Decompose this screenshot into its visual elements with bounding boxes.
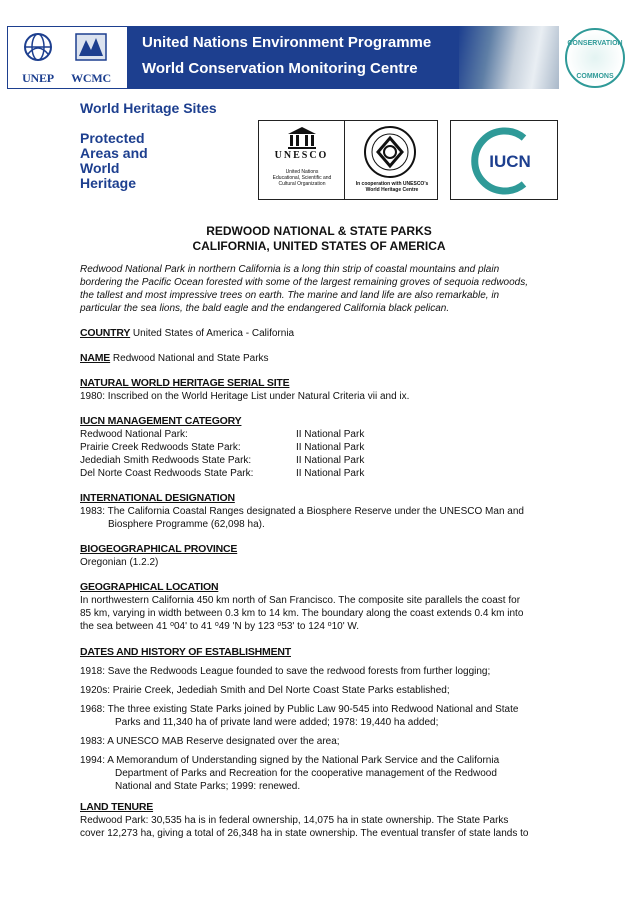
table-row bbox=[80, 441, 380, 454]
coord-part: 49 'N by 123 bbox=[218, 621, 275, 632]
intl-designation-line: Biosphere Programme (62,098 ha). bbox=[108, 519, 265, 530]
history-section bbox=[80, 646, 561, 793]
history-line: 1920s: Prairie Creek, Jedediah Smith and Del Norte Coast State Parks established; bbox=[80, 685, 450, 696]
history-heading: DATES AND HISTORY OF ESTABLISHMENT bbox=[80, 646, 291, 658]
intl-designation-heading: INTERNATIONAL DESIGNATION bbox=[80, 492, 235, 504]
geo-location-line: In northwestern California 450 km north of San Francisco. The composite site parallels the coast for bbox=[80, 595, 521, 606]
unep-emblem-icon bbox=[18, 32, 58, 62]
table-row bbox=[80, 467, 380, 480]
protected-areas-line: Protected bbox=[80, 130, 145, 146]
unesco-logo-box bbox=[258, 120, 438, 200]
protected-areas-line: Heritage bbox=[80, 175, 137, 191]
wcmc-logo bbox=[66, 32, 116, 86]
intl-designation-line: 1983: The California Coastal Ranges designated a Biosphere Reserve under the UNESCO Man and bbox=[80, 506, 524, 517]
history-entry bbox=[80, 684, 561, 697]
document-body bbox=[80, 263, 561, 840]
whc-caption-line: In cooperation with UNESCO's bbox=[355, 181, 429, 187]
unesco-caption-line: Cultural Organization bbox=[278, 181, 326, 187]
glacier-photo bbox=[459, 26, 559, 89]
geo-location-line: 85 km, varying in width between 0.3 km to 14 km. The boundary along the coast extends 0.4 km into bbox=[80, 608, 524, 619]
banner-title-unep: United Nations Environment Programme bbox=[142, 34, 432, 51]
coord-part: 53' to 124 bbox=[281, 621, 325, 632]
unesco-caption bbox=[261, 169, 343, 187]
country-value: United States of America - California bbox=[132, 328, 295, 339]
degree-symbol: o bbox=[327, 621, 332, 628]
conservation-commons-logo bbox=[559, 26, 631, 89]
partner-logos bbox=[7, 26, 128, 89]
document-subtitle: CALIFORNIA, UNITED STATES OF AMERICA bbox=[192, 239, 446, 253]
unesco-caption-line: Educational, Scientific and bbox=[272, 175, 332, 181]
document-title: REDWOOD NATIONAL & STATE PARKS bbox=[206, 224, 432, 238]
serial-site-section bbox=[80, 377, 561, 403]
world-heritage-logo bbox=[346, 121, 438, 199]
iucn-wordmark: IUCN bbox=[489, 152, 531, 171]
header-banner bbox=[7, 26, 631, 89]
degree-symbol: o bbox=[277, 621, 282, 628]
conservation-seal-icon bbox=[565, 28, 625, 88]
name-heading: NAME bbox=[80, 352, 111, 364]
unesco-temple-icon bbox=[287, 126, 317, 150]
banner-title-wcmc: World Conservation Monitoring Centre bbox=[142, 60, 418, 77]
geo-location-text bbox=[80, 594, 561, 620]
geo-location-coordinates bbox=[80, 620, 561, 634]
world-heritage-sites-title: World Heritage Sites bbox=[80, 100, 217, 116]
intro-line: particular the sea lions, the bald eagle and the endangered California black pelican. bbox=[80, 303, 450, 314]
wcmc-label: WCMC bbox=[71, 71, 111, 85]
park-name: Del Norte Coast Redwoods State Park: bbox=[80, 468, 254, 479]
protected-areas-title bbox=[80, 131, 148, 191]
land-tenure-heading: LAND TENURE bbox=[80, 801, 154, 813]
country-section bbox=[80, 327, 561, 340]
history-entry bbox=[80, 665, 561, 678]
table-row bbox=[80, 454, 380, 467]
degree-symbol: o bbox=[170, 621, 174, 628]
intro-paragraph bbox=[80, 263, 561, 315]
park-category: II National Park bbox=[295, 455, 365, 466]
seal-text-top: CONSERVATION bbox=[567, 40, 623, 47]
protected-areas-line: Areas and bbox=[80, 145, 148, 161]
name-section bbox=[80, 352, 561, 365]
history-entry bbox=[80, 754, 561, 793]
history-line: 1918: Save the Redwoods League founded to save the redwood forests from further logging; bbox=[80, 666, 491, 677]
coord-part: 04' to 41 bbox=[173, 621, 213, 632]
biogeo-section bbox=[80, 543, 561, 569]
history-entry bbox=[80, 735, 561, 748]
history-line: Parks and 11,340 ha of private land were added; 1978: 19,440 ha added; bbox=[115, 717, 439, 728]
land-tenure-line: Redwood Park: 30,535 ha is in federal ownership, 14,075 ha in state ownership. The State Parks bbox=[80, 815, 509, 826]
protected-areas-line: World bbox=[80, 160, 120, 176]
iucn-category-heading: IUCN MANAGEMENT CATEGORY bbox=[80, 415, 242, 427]
country-heading: COUNTRY bbox=[80, 327, 131, 339]
table-row bbox=[80, 428, 380, 441]
coord-part: the sea between 41 bbox=[80, 621, 168, 632]
park-name: Jedediah Smith Redwoods State Park: bbox=[80, 455, 252, 466]
serial-site-heading: NATURAL WORLD HERITAGE SERIAL SITE bbox=[80, 377, 290, 389]
unep-label: UNEP bbox=[22, 71, 54, 85]
intro-line: Redwood National Park in northern California is a long thin strip of coastal mountains and plain bbox=[80, 264, 500, 275]
name-value: Redwood National and State Parks bbox=[112, 353, 269, 364]
unesco-logo bbox=[259, 121, 345, 199]
land-tenure-text bbox=[80, 814, 561, 840]
history-line: 1994: A Memorandum of Understanding signed by the National Park Service and the California bbox=[80, 755, 500, 766]
unesco-caption-line: United Nations bbox=[285, 169, 319, 175]
geo-location-heading: GEOGRAPHICAL LOCATION bbox=[80, 581, 219, 593]
land-tenure-line: cover 12,273 ha, giving a total of 26,348 ha in state ownership. The eventual transfer of state lands to bbox=[80, 828, 529, 839]
degree-symbol: o bbox=[214, 621, 219, 628]
history-entry bbox=[80, 703, 561, 729]
serial-site-text: 1980: Inscribed on the World Heritage List under Natural Criteria vii and ix. bbox=[80, 391, 410, 402]
iucn-logo bbox=[466, 126, 544, 196]
intro-line: bordering the Pacific Ocean forested with some of the largest remaining groves of sequoia redwoods, bbox=[80, 277, 529, 288]
park-category: II National Park bbox=[295, 429, 365, 440]
history-line: Department of Parks and Recreation for the cooperative management of the Redwood bbox=[115, 768, 497, 779]
iucn-category-table bbox=[80, 428, 380, 480]
unesco-wordmark: UNESCO bbox=[274, 150, 329, 161]
world-heritage-emblem-icon bbox=[360, 125, 420, 179]
park-category: II National Park bbox=[295, 442, 365, 453]
unep-logo bbox=[13, 32, 63, 86]
park-name: Redwood National Park: bbox=[80, 429, 188, 440]
intl-designation-section bbox=[80, 492, 561, 531]
seal-text-bottom: COMMONS bbox=[576, 73, 614, 80]
land-tenure-section bbox=[80, 801, 561, 840]
park-name: Prairie Creek Redwoods State Park: bbox=[80, 442, 241, 453]
iucn-category-section bbox=[80, 415, 561, 480]
geo-location-section bbox=[80, 581, 561, 634]
park-category: II National Park bbox=[295, 468, 365, 479]
whc-caption-line: World Heritage Centre bbox=[365, 187, 419, 193]
intro-line: the tallest and most impressive trees on earth. The marine and land life are also remarkable, in bbox=[80, 290, 500, 301]
biogeo-heading: BIOGEOGRAPHICAL PROVINCE bbox=[80, 543, 238, 555]
history-line: National and State Parks; 1999: renewed. bbox=[115, 781, 301, 792]
biogeo-value: Oregonian (1.2.2) bbox=[80, 557, 159, 568]
wcmc-emblem-icon bbox=[74, 32, 108, 62]
history-line: 1983: A UNESCO MAB Reserve designated over the area; bbox=[80, 736, 340, 747]
coord-part: 10' W. bbox=[331, 621, 360, 632]
iucn-logo-box bbox=[450, 120, 558, 200]
whc-caption bbox=[348, 181, 436, 193]
history-line: 1968: The three existing State Parks joined by Public Law 90-545 into Redwood National and State bbox=[80, 704, 519, 715]
